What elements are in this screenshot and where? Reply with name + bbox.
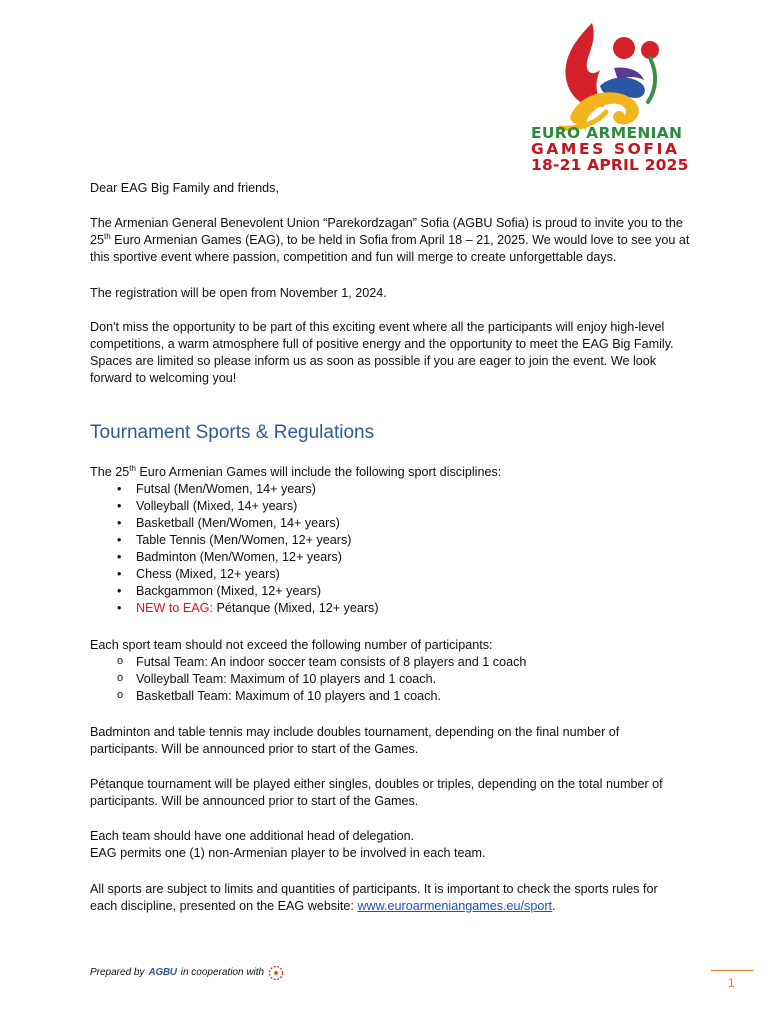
list-item: • Table Tennis (Men/Women, 12+ years) [117,532,379,549]
list-item: o Basketball Team: Maximum of 10 players and 1 coach. [117,688,526,705]
cooperation-label: in cooperation with [180,967,265,978]
team-limits-intro: Each sport team should not exceed the following number of participants: [90,638,493,652]
team-limits-list [117,654,526,705]
intro-line: 25th Euro Armenian Games (EAG), to be held in Sofia from April 18 – 21, 2025. We would love to see you at [90,231,690,247]
registration-note: The registration will be open from November 1, 2024. [90,286,387,300]
intro-paragraph [90,215,690,266]
list-item: • Backgammon (Mixed, 12+ years) [117,583,379,600]
delegation-note: Each team should have one additional head of delegation. EAG permits one (1) non-Armenian player to be involved in each team. [90,829,486,860]
partner-logo-icon [268,965,284,981]
intro-line: this sportive event where passion, competition and fun will merge to create unforgettable days. [90,250,617,264]
footer [90,964,284,981]
invite-line: Don't miss the opportunity to be part of this exciting event where all the participants will enjoy high-level [90,320,665,334]
list-item: o Volleyball Team: Maximum of 10 players and 1 coach. [117,671,526,688]
page-number: 1 [728,976,735,990]
badminton-note: Badminton and table tennis may include doubles tournament, depending on the final number of participants. Will be announced prior to start of the Games. [90,725,620,756]
page-number-rule [711,970,753,971]
salutation: Dear EAG Big Family and friends, [90,181,279,195]
logo-title-line1: EURO ARMENIAN [531,124,683,142]
new-badge: NEW to EAG: [136,601,213,615]
section-heading: Tournament Sports & Regulations [90,422,375,443]
eag-sport-link[interactable]: www.euroarmeniangames.eu/sport [357,899,553,913]
logo-dates: 18-21 APRIL 2025 [531,156,689,174]
disciplines-list [117,481,379,617]
logo-title-line2: GAMES SOFIA [531,140,680,158]
invite-line: forward to welcoming you! [90,371,237,385]
invite-line: competitions, a warm atmosphere full of positive energy and the opportunity to meet the EAG Big Family. [90,337,674,351]
invite-line: Spaces are limited so please inform us as soon as possible if you are eager to join the event. We look [90,354,657,368]
list-item: • Futsal (Men/Women, 14+ years) [117,481,379,498]
list-item: o Futsal Team: An indoor soccer team consists of 8 players and 1 coach [117,654,526,671]
list-item: • Chess (Mixed, 12+ years) [117,566,379,583]
disciplines-intro: The 25th Euro Armenian Games will include the following sport disciplines: [90,463,502,479]
list-item-new: • NEW to EAG: Pétanque (Mixed, 12+ years) [117,600,379,617]
agbu-logo: AGBU [148,967,177,978]
list-item: • Volleyball (Mixed, 14+ years) [117,498,379,515]
rules-note: All sports are subject to limits and quantities of participants. It is important to check the sports rules for each discipline, presented on the EAG website: www.euroarmeniangames.eu/sport. [90,882,658,913]
prepared-by-label: Prepared by [90,967,145,978]
list-item: • Basketball (Men/Women, 14+ years) [117,515,379,532]
invite-paragraph [90,319,690,387]
petanque-note: Pétanque tournament will be played either singles, doubles or triples, depending on the total number of participants. Will be announced prior to start of the Games. [90,777,663,808]
intro-line: The Armenian General Benevolent Union “Parekordzagan” Sofia (AGBU Sofia) is proud to invite you to the [90,216,683,230]
list-item: • Badminton (Men/Women, 12+ years) [117,549,379,566]
